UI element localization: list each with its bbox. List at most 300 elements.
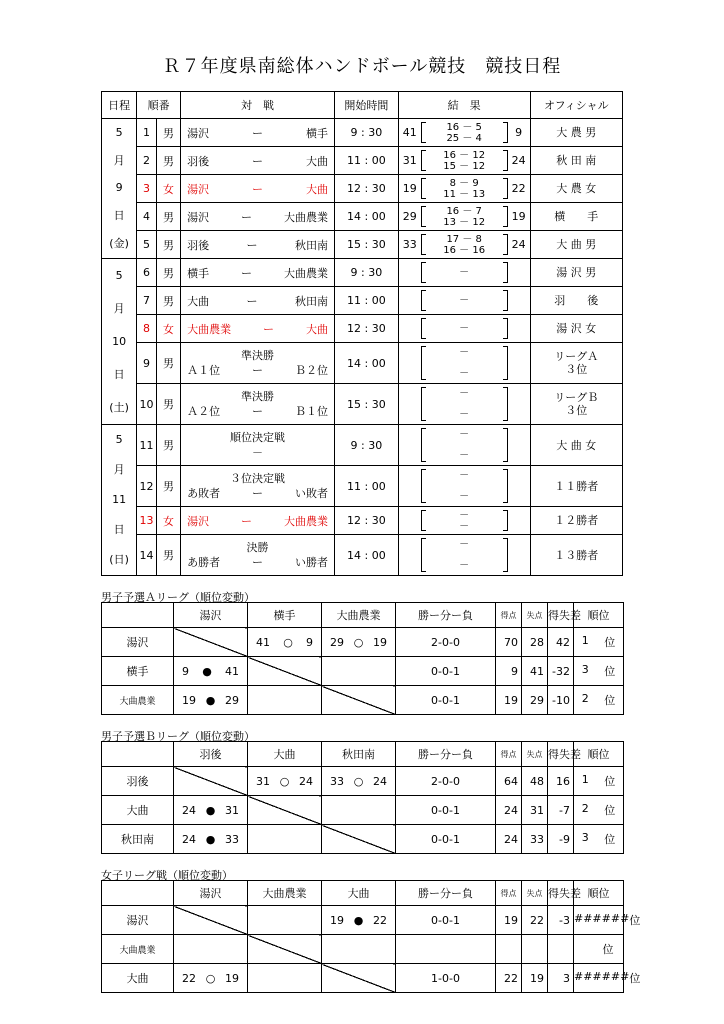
half-scores (421, 231, 508, 258)
result-cell (398, 203, 530, 231)
match-result (248, 767, 322, 796)
official-cell (530, 147, 622, 175)
game-sex: 男 (156, 231, 180, 259)
match-score (174, 665, 247, 678)
record: 0-0-1 (396, 906, 496, 935)
score-a: 41 (402, 126, 417, 139)
corner-cell (102, 603, 174, 628)
rank-wrap (574, 663, 623, 679)
rank-cell (574, 825, 624, 854)
goal-diff: 16 (548, 767, 574, 796)
official-text: 大 曲 女 (556, 438, 597, 452)
half-1: 17 － 8 (446, 233, 482, 245)
points-for: 19 (496, 686, 522, 715)
rank-cell (574, 657, 624, 686)
day-cell (102, 425, 137, 576)
day-cell (102, 259, 137, 425)
half-scores (421, 425, 508, 465)
day-text: 日 (113, 367, 125, 381)
league-header-cell: 得失差 (548, 881, 574, 906)
rank-cell (574, 686, 624, 715)
matchup-cell (181, 175, 335, 203)
match-score (174, 694, 247, 707)
half-scores (421, 343, 508, 383)
game-number: 4 (137, 203, 157, 231)
game-number: 3 (137, 175, 157, 203)
official-cell (530, 119, 622, 147)
official-line2: ３位 (565, 404, 588, 417)
round-label: ３位決定戦 (230, 471, 286, 485)
half-1: － (459, 388, 470, 399)
team-name: 秋田南 (102, 825, 174, 854)
result-bracket (399, 119, 530, 146)
score-opp: 19 (372, 635, 387, 649)
score-opp: 19 (224, 971, 239, 985)
league-row (102, 906, 624, 935)
matchup-cell (181, 119, 335, 147)
league-a-title: 男子予選Ａリーグ（順位変動） (101, 591, 255, 604)
rank-wrap (574, 692, 623, 708)
half-2: 15 － 12 (443, 160, 486, 172)
half-1: 16 － 7 (446, 205, 482, 217)
result-cell (398, 259, 530, 287)
half-scores (421, 175, 508, 202)
official-text: 羽 後 (554, 294, 599, 307)
result-mark: ○ (279, 774, 290, 788)
official-text: 大 農 男 (556, 126, 597, 139)
schedule-row (102, 259, 623, 287)
league-row (102, 935, 624, 964)
game-number: 2 (137, 147, 157, 175)
official-text: 湯 沢 男 (556, 266, 597, 279)
league-header-cell: 勝ー分ー負 (396, 603, 496, 628)
vs-dash: ー (246, 238, 258, 252)
league-row (102, 628, 624, 657)
team-name: 大曲農業 (102, 935, 174, 964)
official-line1: リーグＢ (554, 391, 599, 404)
corner-cell (102, 742, 174, 767)
official-cell (530, 287, 622, 315)
team-a: 大曲農業 (187, 322, 232, 336)
start-time: 12 : 30 (334, 507, 398, 535)
schedule-row (102, 231, 623, 259)
result-bracket (399, 231, 530, 258)
game-number: 8 (137, 315, 157, 343)
score-b (508, 535, 530, 575)
league-header-cell: 勝ー分ー負 (396, 742, 496, 767)
goal-diff: 3 (548, 964, 574, 993)
score-b (508, 507, 530, 534)
result-cell (398, 507, 530, 535)
half-2: － (459, 450, 470, 461)
league-w-table (101, 880, 641, 993)
day-text: 日 (113, 523, 125, 536)
matchup-line (181, 554, 334, 570)
rank-value: ###### (574, 970, 630, 983)
team-a: あ敗者 (187, 486, 221, 500)
league-w-title: 女子リーグ戦（順位変動） (101, 869, 233, 882)
team-a: 湯沢 (187, 514, 210, 528)
rank-cell (574, 767, 624, 796)
league-header-cell: 大曲 (248, 742, 322, 767)
vs-dash: ー (241, 514, 253, 528)
day-text: 月 (113, 463, 125, 476)
official-cell (530, 259, 622, 287)
score-own: 33 (330, 774, 344, 788)
start-time: 12 : 30 (334, 315, 398, 343)
matchup-line (181, 321, 334, 337)
score-opp: 24 (372, 774, 387, 788)
team-b: Ｂ１位 (294, 404, 328, 418)
matchup-cell (181, 315, 335, 343)
rank-wrap (574, 773, 623, 789)
points-against: 31 (522, 796, 548, 825)
match-result (322, 935, 396, 964)
match-result (174, 767, 248, 796)
league-b-table (101, 741, 624, 854)
half-1: － (459, 470, 470, 481)
team-b: Ｂ２位 (294, 363, 328, 377)
result-bracket (399, 507, 530, 534)
league-header-cell: 失点 (522, 603, 548, 628)
score-a (399, 466, 421, 506)
league-header-cell: 大曲農業 (322, 603, 396, 628)
goal-diff: -7 (548, 796, 574, 825)
league-header-cell: 得点 (496, 603, 522, 628)
league-header-row (102, 881, 624, 906)
game-number: 1 (137, 119, 157, 147)
score-a (399, 259, 421, 286)
half-1: － (459, 347, 470, 358)
team-b: い敗者 (294, 486, 328, 500)
goal-diff: -3 (548, 906, 574, 935)
league-header-cell: 得点 (496, 742, 522, 767)
result-mark: ○ (283, 635, 293, 649)
game-number: 11 (137, 425, 157, 466)
rank-value: 3 (581, 663, 589, 676)
score-own: 19 (182, 693, 196, 707)
match-score (174, 833, 247, 846)
schedule-row (102, 147, 623, 175)
team-b: 秋田南 (294, 294, 328, 308)
league-row (102, 964, 624, 993)
score-a (399, 384, 421, 424)
points-for (496, 935, 522, 964)
day-text: 5 (115, 433, 123, 446)
score-a (399, 425, 421, 465)
game-sex: 男 (156, 343, 180, 384)
score-own: 19 (330, 913, 344, 927)
schedule-row (102, 315, 623, 343)
record: 2-0-0 (396, 767, 496, 796)
half-1: 16 － 12 (443, 149, 486, 161)
points-against: 33 (522, 825, 548, 854)
result-cell (398, 425, 530, 466)
points-against (522, 935, 548, 964)
result-mark: ● (205, 803, 216, 817)
matchup-line (181, 444, 334, 460)
match-result (248, 825, 322, 854)
score-a: 19 (402, 182, 417, 195)
record: 2-0-0 (396, 628, 496, 657)
match-result (174, 935, 248, 964)
points-for: 64 (496, 767, 522, 796)
points-for: 19 (496, 906, 522, 935)
team-name: 湯沢 (102, 628, 174, 657)
rank-cell (574, 628, 624, 657)
matchup-line (181, 485, 334, 501)
league-row (102, 796, 624, 825)
league-header-cell: 失点 (522, 742, 548, 767)
result-cell (398, 119, 530, 147)
match-result (248, 935, 322, 964)
score-own: 41 (256, 635, 270, 649)
official-cell (530, 343, 622, 384)
vs-dash: ー (252, 154, 264, 168)
rank-unit: 位 (604, 665, 616, 678)
league-header-cell: 得失差 (548, 742, 574, 767)
game-sex: 男 (156, 535, 180, 576)
match-result (248, 906, 322, 935)
half-1: － (459, 539, 470, 550)
half-scores (421, 259, 508, 286)
rank-wrap (574, 802, 623, 818)
match-result (322, 825, 396, 854)
result-bracket (399, 203, 530, 230)
half-2: － (459, 368, 470, 379)
official-text: 大 農 女 (556, 182, 597, 195)
half-scores (421, 119, 508, 146)
rank-value: 3 (581, 831, 589, 844)
match-result (322, 686, 396, 715)
team-a: Ａ１位 (187, 363, 221, 377)
game-sex: 女 (156, 315, 180, 343)
schedule-row (102, 425, 623, 466)
match-score (322, 775, 395, 788)
game-sex: 男 (156, 466, 180, 507)
result-cell (398, 535, 530, 576)
team-b: 大曲 (305, 154, 328, 168)
record: 0-0-1 (396, 657, 496, 686)
schedule-table (101, 91, 623, 576)
vs-dash: ー (252, 363, 264, 377)
rank-wrap (574, 941, 623, 957)
team-a: 大曲 (187, 294, 210, 308)
score-opp: 41 (224, 664, 239, 678)
team-a: － (252, 445, 264, 459)
result-bracket (399, 384, 530, 424)
team-b: 秋田南 (294, 238, 328, 252)
result-bracket (399, 175, 530, 202)
score-own: 24 (182, 832, 196, 846)
match-result (322, 767, 396, 796)
schedule-row (102, 343, 623, 384)
result-cell (398, 147, 530, 175)
half-1: － (459, 323, 470, 334)
score-opp: 33 (224, 832, 239, 846)
schedule-header-row (102, 92, 623, 119)
match-result (248, 796, 322, 825)
score-a (399, 343, 421, 383)
schedule-row (102, 287, 623, 315)
team-name: 大曲農業 (102, 686, 174, 715)
start-time: 11 : 00 (334, 147, 398, 175)
points-against: 28 (522, 628, 548, 657)
points-for: 70 (496, 628, 522, 657)
league-header-cell: 失点 (522, 881, 548, 906)
rank-unit: 位 (629, 914, 641, 927)
team-b: 大曲 (305, 182, 328, 196)
half-1: 16 － 5 (446, 121, 482, 133)
score-own: 31 (256, 774, 270, 788)
schedule-header-cell: 開始時間 (334, 92, 398, 119)
score-b (508, 343, 530, 383)
official-text: 横 手 (554, 210, 599, 223)
half-1: － (459, 509, 470, 521)
points-for: 24 (496, 796, 522, 825)
game-sex: 男 (156, 147, 180, 175)
match-result (174, 964, 248, 993)
match-score (322, 636, 395, 649)
official-cell (530, 535, 622, 576)
official-text: １１勝者 (554, 479, 599, 493)
result-cell (398, 315, 530, 343)
points-against: 19 (522, 964, 548, 993)
rank-unit: 位 (602, 943, 614, 956)
schedule-row (102, 119, 623, 147)
league-header-cell: 得点 (496, 881, 522, 906)
score-b: 24 (511, 238, 526, 251)
points-for: 9 (496, 657, 522, 686)
team-a: 湯沢 (187, 182, 210, 196)
day-text: (土) (109, 400, 129, 414)
vs-dash: ー (252, 404, 264, 418)
match-score (322, 914, 395, 927)
half-1: － (459, 267, 470, 278)
half-2: － (459, 520, 470, 532)
league-header-cell: 順位 (574, 742, 624, 767)
league-b-title: 男子予選Ｂリーグ（順位変動） (101, 730, 255, 743)
rank-wrap (574, 970, 641, 986)
day-text: 11 (112, 493, 127, 506)
game-number: 10 (137, 384, 157, 425)
score-a (399, 535, 421, 575)
half-2: 13 － 12 (443, 216, 486, 228)
score-opp: 9 (305, 635, 313, 649)
league-header-cell: 順位 (574, 603, 624, 628)
game-number: 12 (137, 466, 157, 507)
official-text: 大 曲 男 (556, 238, 597, 251)
half-2: 16 － 16 (443, 244, 486, 256)
schedule-header-cell: 日程 (102, 92, 137, 119)
half-2: － (459, 560, 470, 571)
vs-dash: ー (252, 182, 264, 196)
day-text: 月 (113, 301, 125, 315)
schedule-row (102, 175, 623, 203)
game-sex: 女 (156, 175, 180, 203)
league-row (102, 686, 624, 715)
matchup-cell (181, 231, 335, 259)
score-a: 29 (402, 210, 417, 223)
match-score (248, 636, 321, 649)
matchup-line (181, 125, 334, 141)
half-2: － (459, 491, 470, 502)
league-row (102, 657, 624, 686)
league-header-cell: 大曲農業 (248, 881, 322, 906)
result-mark: ○ (353, 774, 364, 788)
score-own: 29 (330, 635, 344, 649)
team-name: 大曲 (102, 964, 174, 993)
score-opp: 24 (298, 774, 313, 788)
result-mark: ● (205, 832, 216, 846)
league-header-cell: 大曲 (322, 881, 396, 906)
score-b (508, 315, 530, 342)
team-b: 大曲農業 (283, 210, 328, 224)
half-scores (421, 535, 508, 575)
match-result (174, 825, 248, 854)
points-for: 22 (496, 964, 522, 993)
match-result (322, 964, 396, 993)
matchup-line (181, 237, 334, 253)
matchup-line (181, 513, 334, 529)
matchup-cell (181, 466, 335, 507)
day-text: 5 (115, 125, 123, 139)
matchup-cell (181, 203, 335, 231)
official-cell (530, 384, 622, 425)
start-time: 9 : 30 (334, 119, 398, 147)
match-score (174, 972, 247, 985)
official-cell (530, 425, 622, 466)
day-text: 日 (113, 209, 125, 223)
vs-dash: ー (241, 210, 253, 224)
rank-wrap (574, 831, 623, 847)
league-header-cell: 湯沢 (174, 881, 248, 906)
result-bracket (399, 425, 530, 465)
half-scores (421, 384, 508, 424)
game-number: 7 (137, 287, 157, 315)
goal-diff: -10 (548, 686, 574, 715)
match-result (248, 628, 322, 657)
corner-cell (102, 881, 174, 906)
result-mark: ● (353, 913, 364, 927)
score-b (508, 287, 530, 314)
matchup-cell (181, 343, 335, 384)
schedule-header-cell: オフィシャル (530, 92, 622, 119)
game-number: 13 (137, 507, 157, 535)
start-time: 9 : 30 (334, 259, 398, 287)
half-2: 11 － 13 (443, 188, 486, 200)
game-sex: 男 (156, 259, 180, 287)
half-scores (421, 287, 508, 314)
result-bracket (399, 147, 530, 174)
game-number: 14 (137, 535, 157, 576)
league-header-cell: 順位 (574, 881, 624, 906)
match-result (248, 686, 322, 715)
league-header-cell: 秋田南 (322, 742, 396, 767)
result-cell (398, 343, 530, 384)
score-b (508, 259, 530, 286)
result-mark: ● (202, 664, 212, 678)
goal-diff (548, 935, 574, 964)
rank-value: 1 (581, 773, 589, 786)
rank-unit: 位 (604, 804, 616, 817)
score-b: 19 (511, 210, 526, 223)
team-name: 湯沢 (102, 906, 174, 935)
match-result (174, 906, 248, 935)
start-time: 14 : 00 (334, 203, 398, 231)
score-b: 9 (515, 126, 523, 139)
match-result (322, 796, 396, 825)
